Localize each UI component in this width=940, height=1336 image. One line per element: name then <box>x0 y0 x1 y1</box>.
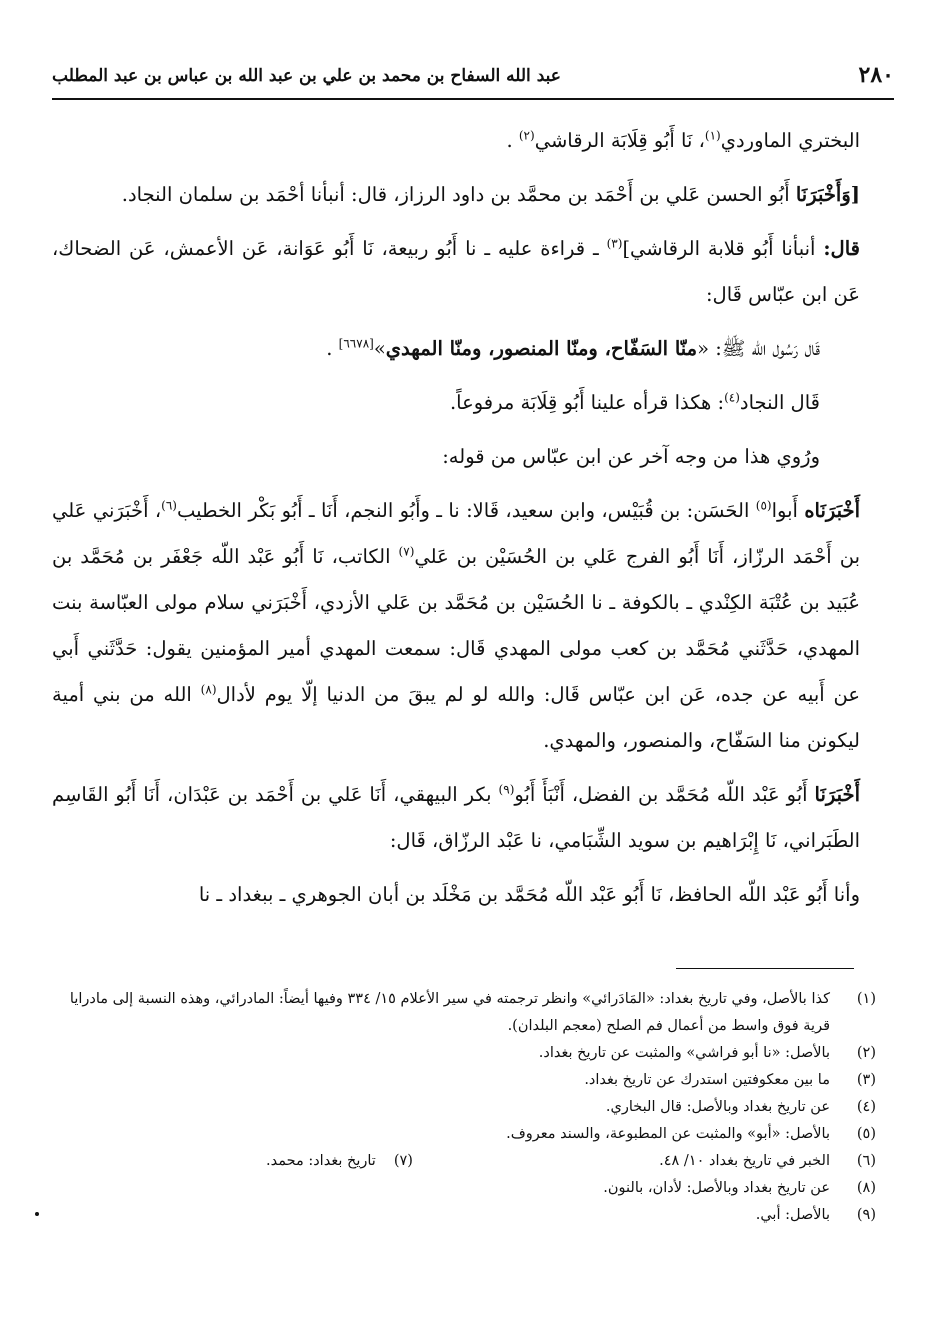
paragraph-6 <box>52 434 860 480</box>
footnote-8 <box>56 1175 876 1202</box>
text-run: أَبُو عَبْد اللّه مُحَمَّد بن الفضل، أَنْبَأَ أَبُو <box>514 783 808 806</box>
footnotes <box>56 986 876 1229</box>
footnote-number: (٢) <box>856 1045 876 1061</box>
text-run: . <box>506 129 513 152</box>
footnote-text: بالأصل: «نا أبو فراشي» والمثبت عن تاريخ بغداد. <box>538 1045 830 1061</box>
footnote-ref[interactable]: (٤) <box>724 390 740 405</box>
text-run: . <box>326 337 333 360</box>
footnote-9 <box>56 1202 876 1229</box>
footnote-4 <box>56 1094 876 1121</box>
text-run: أنبأنا أَبُو قلابة الرقاشي] <box>622 237 816 260</box>
paragraph-1 <box>52 118 860 164</box>
footnote-6 <box>56 1148 876 1175</box>
footnote-number: (٥) <box>856 1126 876 1142</box>
footnote-number: (٦) <box>856 1153 876 1169</box>
text-run: بكر البيهقي، أَنَا عَلي بن أَحْمَد بن عَبْدَان، أَنَا أَبُو القَاسِم الطَبَراني، نَا إِبْرَاهيم بن سويد الشِّبَامي، نا عَبْد الرزّاق، قَال: <box>52 783 860 852</box>
footnote-separator <box>676 968 854 969</box>
page-number: ٢٨٠ <box>858 62 894 88</box>
footnote-3 <box>56 1067 876 1094</box>
footnote-ref[interactable]: (٧) <box>398 544 415 559</box>
footnote-ref[interactable]: (٢) <box>518 128 535 143</box>
footnote-text: الخبر في تاريخ بغداد ١٠/ ٤٨. <box>659 1153 830 1169</box>
text-run: ورُوي هذا من وجه آخر عن ابن عبّاس من قوله: <box>442 445 820 468</box>
isnad-keyword: قال: <box>823 237 860 260</box>
footnote-ref[interactable]: (٩) <box>498 782 515 797</box>
paragraph-2 <box>52 172 860 218</box>
footnote-text: ما بين معكوفتين استدرك عن تاريخ بغداد. <box>584 1072 830 1088</box>
isnad-keyword: [وَأَخْبَرَنَا <box>795 183 860 206</box>
footnote-number: (١) <box>856 991 876 1007</box>
footnote-ref[interactable]: (٨) <box>200 682 217 697</box>
footnote-ref[interactable]: (٥) <box>755 498 772 513</box>
text-run: أَبوا <box>771 499 798 522</box>
paragraph-3 <box>52 226 860 318</box>
footnote-ref[interactable]: (٦) <box>161 498 177 513</box>
text-run: قَال رَسُول الله ﷺ: « <box>697 337 820 360</box>
text-run: : هكذا قرأه علينا أَبُو قِلَابَة مرفوعاً. <box>449 391 725 414</box>
footnote-7 <box>266 1148 413 1175</box>
footnote-text: بالأصل: «أبو» والمثبت عن المطبوعة، والسند معروف. <box>506 1126 830 1142</box>
text-run: الكاتب، نَا أَبُو عَبْد اللّه جَعْفَر بن مُحَمَّد بن عُبَيد بن عُتْبَة الكِنْدي ـ بالكوفة ـ نا الحُسَيْن بن مُحَمَّد بن عَلي الأزدي، أَخْبَرَني سلام مولى العبّاسة بنت المهدي، حَدَّثَني مُحَمَّد بن كعب مولى المهدي قَال: سمعت المهدي أمير المؤمنين يقول: حَدَّثَني أَبي عن أَبيه عن جده، عَن ابن عبّاس قَال: والله لو لم يبقَ من الدنيا إلّا يوم لأدال <box>52 545 861 706</box>
footnote-number: (٣) <box>856 1072 876 1088</box>
text-run: البختري الماوردي <box>720 129 860 152</box>
footnote-number: (٩) <box>856 1207 876 1223</box>
text-run: ـ قراءة عليه ـ نا أَبُو ربيعة، نَا أَبُو عَوَانة، عَن الأعمش، عَن الضحاك، عَن ابن عبّاس قَال: <box>52 237 860 306</box>
isnad-keyword: أَخْبَرَنَاه <box>804 499 861 522</box>
running-title: عبد الله السفاح بن محمد بن علي بن عبد الله بن عباس بن عبد المطلب <box>52 66 561 86</box>
text-run: » <box>373 337 386 360</box>
footnote-1 <box>56 986 876 1040</box>
hadith-matn: منّا السَفّاح، ومنّا المنصور، ومنّا المهدي <box>385 337 698 360</box>
footnote-number: (٨) <box>856 1180 876 1196</box>
footnote-text: كذا بالأصل، وفي تاريخ بغداد: «المَادَرائي» وانظر ترجمته في سير الأعلام ١٥/ ٣٣٤ وفيها أيضاً: المادرائي، وهذه النسبة إلى مادرايا قرية فوق واسط من أعمال فم الصلح (معجم البلدان). <box>69 991 830 1034</box>
footnote-number: (٧) <box>393 1153 413 1169</box>
paragraph-7 <box>52 488 860 764</box>
text-run: ، نَا أَبُو قِلَابَة الرقاشي <box>534 129 705 152</box>
page-header <box>52 60 894 100</box>
footnote-5 <box>56 1121 876 1148</box>
footnote-ref[interactable]: (١) <box>704 128 721 143</box>
text-run: ، أَخْبَرَني عَلي بن أَحْمَد الرزّاز، أَنَا أَبُو الفرج عَلي بن الحُسَيْن بن عَلي <box>52 499 860 568</box>
text-run: الله من بني أمية ليكونن منا السَفّاح، والمنصور، والمهدي. <box>52 683 860 752</box>
footnote-number: (٤) <box>856 1099 876 1115</box>
isnad-keyword: أَخْبَرَنَا <box>814 783 860 806</box>
paragraph-9 <box>52 872 860 918</box>
header-rule <box>52 98 894 100</box>
text-run: الحَسَن: بن قُبَيْس، وابن سعيد، قَالا: نا ـ وأَبُو النجم، أَنَا ـ أَبُو بَكْر الخطيب <box>176 499 750 522</box>
paragraph-5 <box>52 380 860 426</box>
footnote-ref[interactable]: (٣) <box>606 236 623 251</box>
hadith-number: [٦٦٧٨] <box>338 336 374 351</box>
footnote-2 <box>56 1040 876 1067</box>
footnote-text: بالأصل: أبي. <box>755 1207 830 1223</box>
footnote-text: تاريخ بغداد: محمد. <box>266 1153 376 1169</box>
text-run: أَبُو الحسن عَلي بن أَحْمَد بن محمَّد بن داود الرزاز، قال: أنبأنا أحْمَد بن سلمان النجاد. <box>121 183 790 206</box>
footnote-text: عن تاريخ بغداد وبالأصل: لأدان، بالنون. <box>603 1180 830 1196</box>
text-run: وأنا أَبُو عَبْد اللّه الحافظ، نَا أَبُو عَبْد اللّه مُحَمَّد بن مَخْلَد بن أبان الجوهري ـ ببغداد ـ نا <box>198 883 860 906</box>
main-text <box>52 118 860 926</box>
footnote-text: عن تاريخ بغداد وبالأصل: قال البخاري. <box>605 1099 830 1115</box>
text-run: قَال النجاد <box>739 391 820 414</box>
paragraph-4-hadith <box>52 326 860 372</box>
paragraph-8 <box>52 772 860 864</box>
scan-speck <box>35 1212 39 1216</box>
